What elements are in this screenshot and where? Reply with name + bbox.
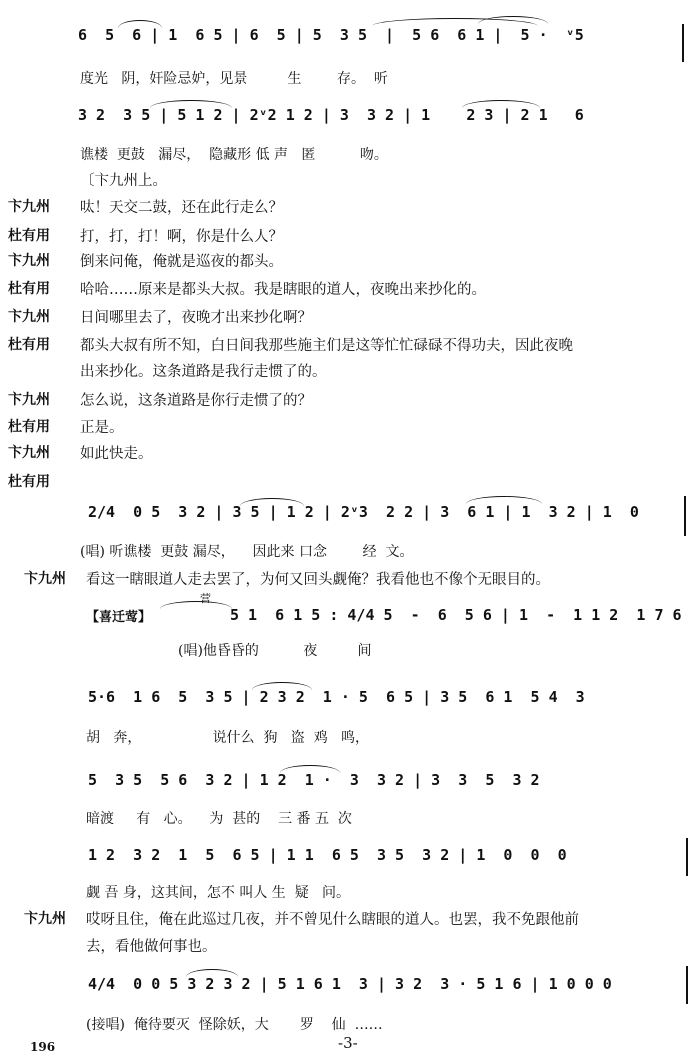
speaker: 杜有用 xyxy=(8,419,50,435)
lyric-line-2: 谯楼 更鼓 漏尽， 隐藏形 低 声 匿 吻。 xyxy=(80,147,388,163)
music-line-4: 5 1 6 1 5 : 4/4 5 - 6 5 6 | 1 - 1 1 2 1 7 6 xyxy=(230,606,682,624)
tune-label: 【喜迁莺】 xyxy=(86,610,152,625)
lyric-line-1: 度光 阴，奸险忌妒，见景 生 存。 听 xyxy=(80,71,388,87)
dialogue-line: 都头大叔有所不知，白日间我那些施主们是这等忙忙碌碌不得功夫，因此夜晚 xyxy=(80,338,573,354)
lyric-line-8: (接唱) 俺待要灭 怪除妖，大 罗 仙 …… xyxy=(86,1017,383,1033)
barline xyxy=(686,966,688,1004)
lyric-line-5: 胡 奔， 说什么 狗 盗 鸡 鸣， xyxy=(86,730,370,746)
music-line-1: 6 5 6 | 1 6 5 | 6 5 | 5 3 5 | 5 6 6 1 | 5 · ᵛ5 xyxy=(78,26,584,44)
lyric-line-3: (唱) 听谯楼 更鼓 漏尽， 因此来 口念 经 文。 xyxy=(80,544,414,560)
music-line-8: 4/4 0 0 5 3 2 3 2 | 5 1 6 1 3 | 3 2 3 · 5 1 6 | 1 0 0 0 xyxy=(88,975,612,993)
lyric-line-4: (唱)他昏昏的 夜 间 xyxy=(178,643,372,659)
dialogue-line: 正是。 xyxy=(80,420,124,436)
barline xyxy=(684,496,686,536)
lyric-line-6: 暗渡 有 心。 为 甚的 三 番 五 次 xyxy=(86,811,352,827)
barline xyxy=(686,838,688,876)
corner-page-number: 196 xyxy=(30,1040,56,1054)
lyric-line-7: 觑 吾 身，这其间，怎不 叫人 生 疑 问。 xyxy=(86,885,351,901)
stage-direction: 〔卞九州上。 xyxy=(80,173,167,189)
music-line-5: 5·6 1 6 5 3 5 | 2 3 2 1 · 5 6 5 | 3 5 6 1 5 4 3 xyxy=(88,688,585,706)
music-line-7: 1 2 3 2 1 5 6 5 | 1 1 6 5 3 5 3 2 | 1 0 0 0 xyxy=(88,846,567,864)
dialogue-line: 怎么说，这条道路是你行走惯了的？ xyxy=(80,393,312,409)
dialogue-line: 哎呀且住，俺在此巡过几夜，并不曾见什么瞎眼的道人。也罢，我不免跟他前 xyxy=(86,912,579,928)
slur xyxy=(118,20,162,28)
slur xyxy=(466,496,542,504)
music-line-6: 5 3 5 5 6 3 2 | 1 2 1 · 3 3 2 | 3 3 5 3 2 xyxy=(88,771,540,789)
dialogue-line: 倒来问俺，俺就是巡夜的都头。 xyxy=(80,254,283,270)
speaker: 杜有用 xyxy=(8,228,50,244)
slur xyxy=(240,498,304,506)
dialogue-line: 呔！天交二鼓，还在此行走么？ xyxy=(80,200,283,216)
slur xyxy=(150,100,232,108)
slur xyxy=(478,16,548,24)
speaker: 卞九州 xyxy=(8,392,50,408)
speaker: 卞九州 xyxy=(8,445,50,461)
dialogue-line: 如此快走。 xyxy=(80,446,153,462)
dialogue-line: 日间哪里去了，夜晚才出来抄化啊？ xyxy=(80,310,312,326)
speaker: 卞九州 xyxy=(24,571,66,587)
speaker: 杜有用 xyxy=(8,337,50,353)
slur xyxy=(186,969,238,977)
dialogue-line: 看这一瞎眼道人走去罢了，为何又回头觑俺？我看他也不像个无眼目的。 xyxy=(86,572,550,588)
slur xyxy=(280,765,340,773)
dialogue-line: 哈哈……原来是都头大叔。我是瞎眼的道人，夜晚出来抄化的。 xyxy=(80,282,486,298)
tune-mark: 营 xyxy=(200,592,211,605)
speaker: 卞九州 xyxy=(8,199,50,215)
slur xyxy=(160,601,232,609)
music-line-3: 2/4 0 5 3 2 | 3 5 | 1 2 | 2ᵛ3 2 2 | 3 6 1 | 1 3 2 | 1 0 xyxy=(88,503,639,521)
dialogue-line: 打，打，打！啊，你是什么人？ xyxy=(80,229,283,245)
speaker: 杜有用 xyxy=(8,281,50,297)
speaker: 杜有用 xyxy=(8,474,50,490)
music-line-2: 3 2 3 5 | 5 1 2 | 2ᵛ2 1 2 | 3 3 2 | 1 2 3 | 2 1 6 xyxy=(78,106,584,124)
barline xyxy=(682,24,684,62)
dialogue-line: 去，看他做何事也。 xyxy=(86,939,217,955)
speaker: 卞九州 xyxy=(8,309,50,325)
slur xyxy=(462,100,540,108)
speaker: 卞九州 xyxy=(24,911,66,927)
dialogue-line: 出来抄化。这条道路是我行走惯了的。 xyxy=(80,364,327,380)
page-number: -3- xyxy=(338,1034,358,1052)
slur xyxy=(252,682,312,690)
speaker: 卞九州 xyxy=(8,253,50,269)
